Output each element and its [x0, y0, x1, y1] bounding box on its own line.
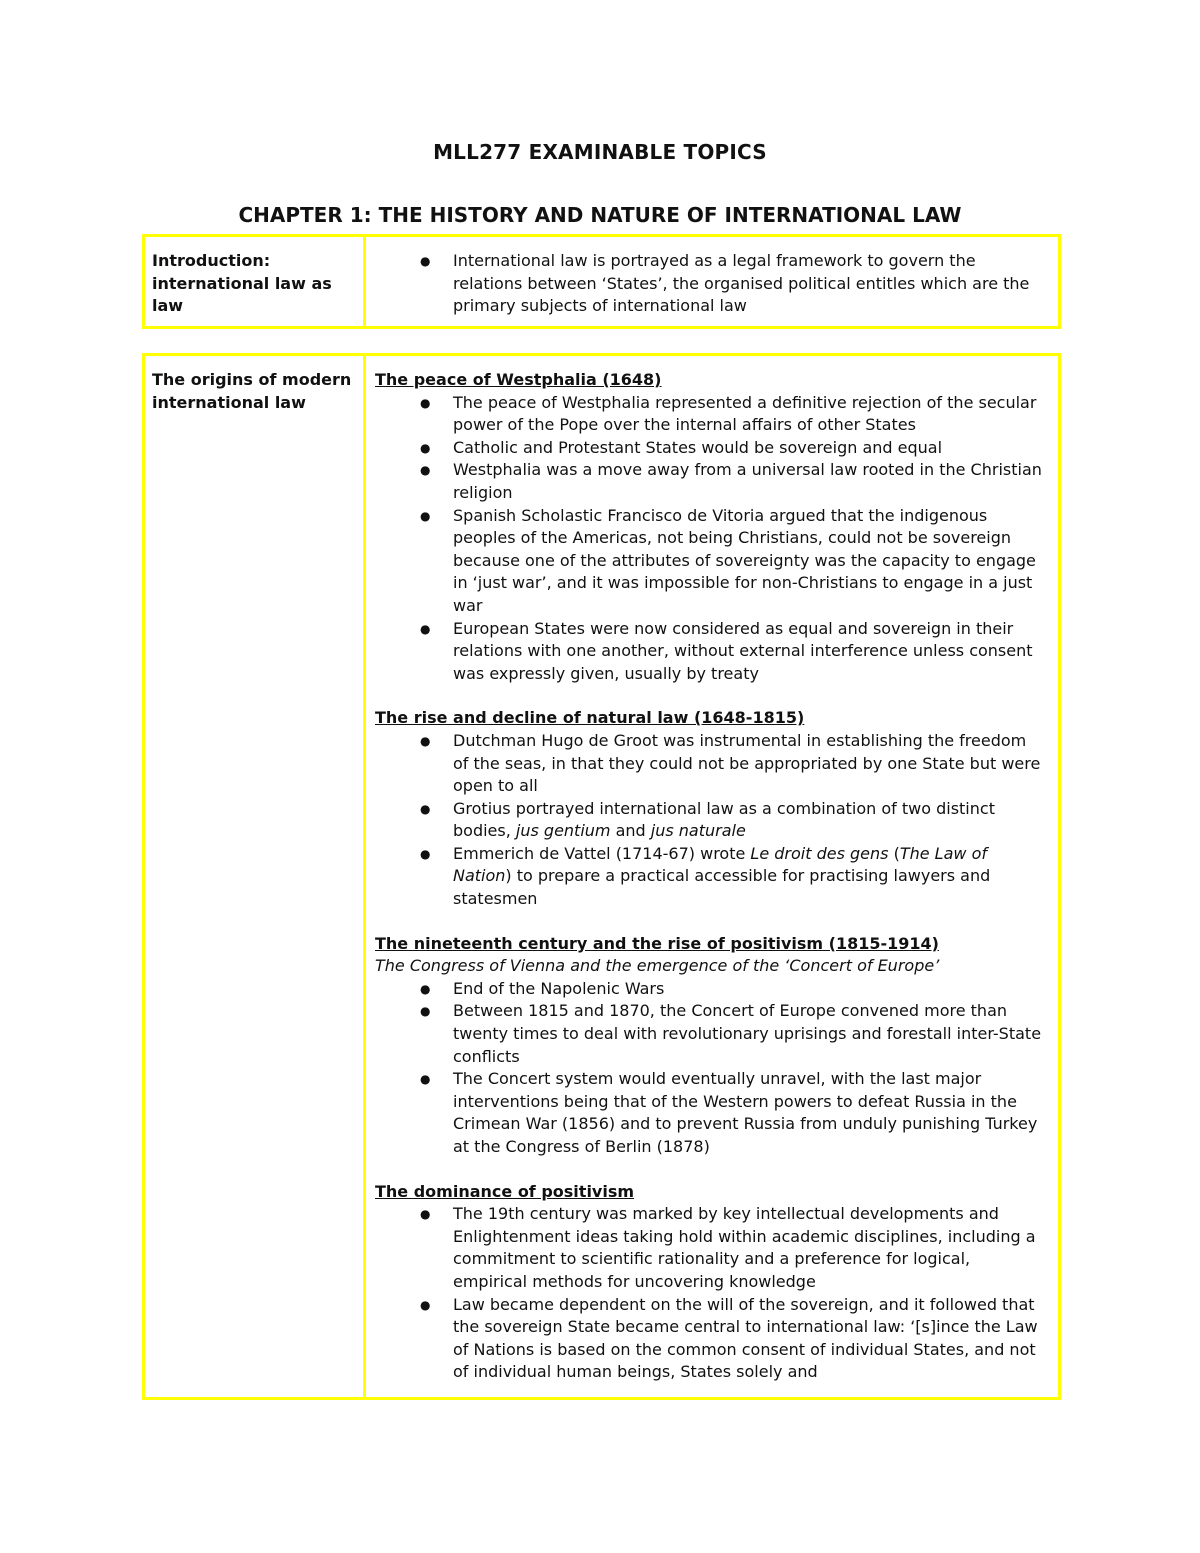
- list-item: ● Spanish Scholastic Francisco de Vitoria argued that the indigenous peoples of the Americas, not being Christians, could not be sovereign because one of the attributes of sovereignty was the capacity to engage in ‘just war’, and it was impossible for non-Christians to engage in a just war: [375, 505, 1046, 618]
- list-item: ● European States were now considered as equal and sovereign in their relations with one another, without external interference unless consent was expressly given, usually by treaty: [375, 618, 1046, 686]
- list-item: ● Westphalia was a move away from a universal law rooted in the Christian religion: [375, 459, 1046, 504]
- intro-label: Introduction: international law as law: [144, 236, 365, 328]
- section-subheading: The Congress of Vienna and the emergence of the ‘Concert of Europe’: [375, 956, 940, 976]
- text-run: Grotius portrayed international law as a combination of two distinct bodies,: [453, 798, 995, 841]
- list-item: [375, 843, 1046, 911]
- list-item: ● The 19th century was marked by key intellectual developments and Enlightenment ideas taking hold within academic disciplines, including a commitment to scientific rationality and a preference for logical, empirical methods for uncovering knowledge: [375, 1203, 1046, 1293]
- text-run: (: [888, 843, 900, 863]
- intro-table: [142, 234, 1061, 329]
- list-item: ● The peace of Westphalia represented a definitive rejection of the secular power of the Pope over the internal affairs of other States: [375, 392, 1046, 437]
- list-item: ● The Concert system would eventually unravel, with the last major interventions being that of the Western powers to defeat Russia in the Crimean War (1856) and to prevent Russia from unduly punishing Turkey at the Congress of Berlin (1878): [375, 1068, 1046, 1158]
- italic-title: Le droit des gens: [750, 843, 889, 863]
- origins-label: The origins of modern international law: [144, 355, 365, 1399]
- origins-table: [142, 353, 1061, 1400]
- text-run: ) to prepare a practical accessible for practising lawyers and statesmen: [453, 866, 991, 909]
- text-run: and: [610, 821, 651, 841]
- list-item: [375, 798, 1046, 843]
- italic-term: jus naturale: [650, 821, 746, 841]
- section-heading-positivism: The nineteenth century and the rise of positivism (1815-1914): [375, 933, 939, 953]
- list-item: ● International law is portrayed as a legal framework to govern the relations between ‘States’, the organised political entitles which are the primary subjects of international law: [375, 250, 1046, 318]
- origins-content: [365, 355, 1060, 1399]
- intro-content: [365, 236, 1060, 328]
- list-item: ● Catholic and Protestant States would be sovereign and equal: [375, 437, 1046, 460]
- document-title: MLL277 EXAMINABLE TOPICS: [433, 140, 767, 164]
- section-heading-westphalia: The peace of Westphalia (1648): [375, 370, 662, 389]
- list-item: ● Law became dependent on the will of the sovereign, and it followed that the sovereign State became central to international law: ‘[s]ince the Law of Nations is based on the common consent of individual States, and not of individual human beings, States solely and: [375, 1294, 1046, 1384]
- section-heading-dominance: The dominance of positivism: [375, 1181, 635, 1201]
- chapter-heading: CHAPTER 1: THE HISTORY AND NATURE OF INTERNATIONAL LAW: [238, 203, 962, 227]
- italic-title: The Law of Nation: [453, 843, 987, 886]
- section-heading-natural-law: The rise and decline of natural law (1648-1815): [375, 708, 805, 728]
- list-item: ● Dutchman Hugo de Groot was instrumental in establishing the freedom of the seas, in that they could not be appropriated by one State but were open to all: [375, 730, 1046, 798]
- list-item: ● End of the Napolenic Wars: [375, 978, 1046, 1001]
- italic-term: jus gentium: [515, 821, 611, 841]
- text-run: Emmerich de Vattel (1714-67) wrote: [453, 843, 751, 863]
- list-item: ● Between 1815 and 1870, the Concert of Europe convened more than twenty times to deal with revolutionary uprisings and forestall inter-State conflicts: [375, 1000, 1046, 1068]
